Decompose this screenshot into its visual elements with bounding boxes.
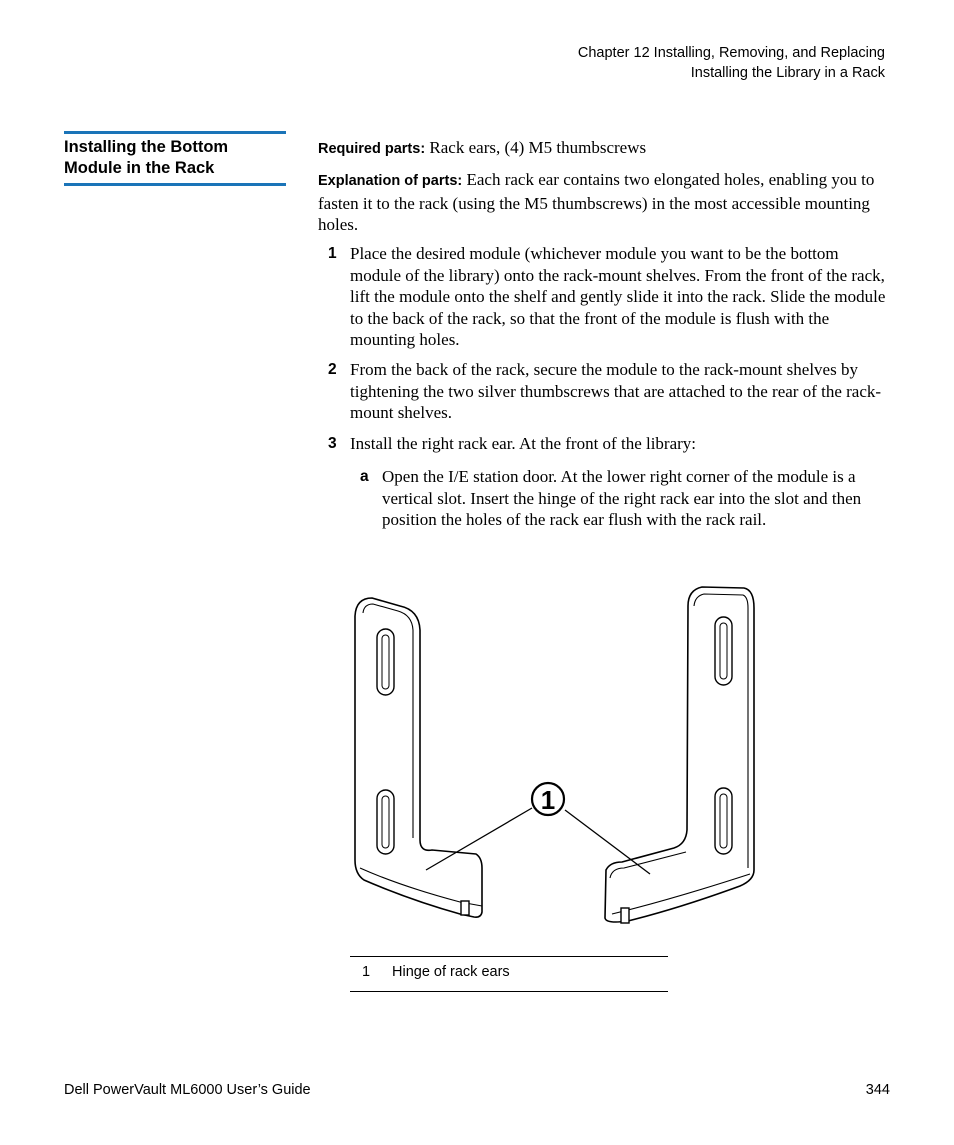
substep-letter: a — [360, 468, 369, 485]
callout-number: 1 — [540, 785, 556, 815]
step-number: 2 — [328, 361, 337, 378]
step-text: From the back of the rack, secure the module to the rack-mount shelves by tightening the two silver thumbscrews that are attached to the rear of the rack-mount shelves. — [350, 360, 882, 422]
left-lower-slot — [377, 790, 394, 854]
left-hinge-tab — [461, 901, 469, 915]
running-header — [578, 43, 885, 83]
step-number: 3 — [328, 435, 337, 452]
footer-title: Dell PowerVault ML6000 User’s Guide — [64, 1082, 311, 1098]
legend-number: 1 — [362, 964, 371, 980]
callout-leader-line — [565, 810, 650, 874]
required-parts-paragraph — [318, 137, 890, 161]
left-rack-ear — [355, 598, 482, 917]
right-hinge-tab — [621, 908, 629, 923]
footer-page-number: 344 — [865, 1082, 890, 1098]
step-number: 1 — [328, 245, 337, 262]
section-side-title: Installing the Bottom Module in the Rack — [64, 131, 286, 186]
required-parts-label: Required parts: — [318, 141, 426, 157]
substep-text: Open the I/E station door. At the lower right corner of the module is a vertical slot. Insert the hinge of the right rack ear into the slot and then position the holes of the rack ear flush with the rack rail. — [382, 467, 862, 529]
step-text: Install the right rack ear. At the front of the library: — [350, 434, 697, 453]
figure-legend — [350, 956, 668, 992]
left-upper-slot — [377, 629, 394, 695]
right-upper-slot — [715, 617, 732, 685]
rack-ears-illustration — [340, 578, 770, 938]
header-section: Installing the Library in a Rack — [690, 65, 885, 81]
explanation-label: Explanation of parts: — [318, 173, 463, 189]
legend-text: Hinge of rack ears — [392, 964, 510, 980]
step-text: Place the desired module (whichever module you want to be the bottom module of the library) onto the rack-mount shelves. From the front of the rack, lift the module onto the shelf and gently slide it into the rack. Slide the module to the back of the rack, so that the front of the module is flush with the mounting holes. — [350, 244, 886, 349]
header-chapter: Chapter 12 Installing, Removing, and Replacing — [577, 45, 885, 61]
right-lower-slot — [715, 788, 732, 854]
explanation-text: Each rack ear contains two elongated holes, enabling you to fasten it to the rack (using the M5 thumbscrews) in the most accessible mounting holes. — [318, 170, 875, 234]
required-parts-text: Rack ears, (4) M5 thumbscrews — [425, 138, 647, 157]
explanation-paragraph — [318, 169, 890, 236]
